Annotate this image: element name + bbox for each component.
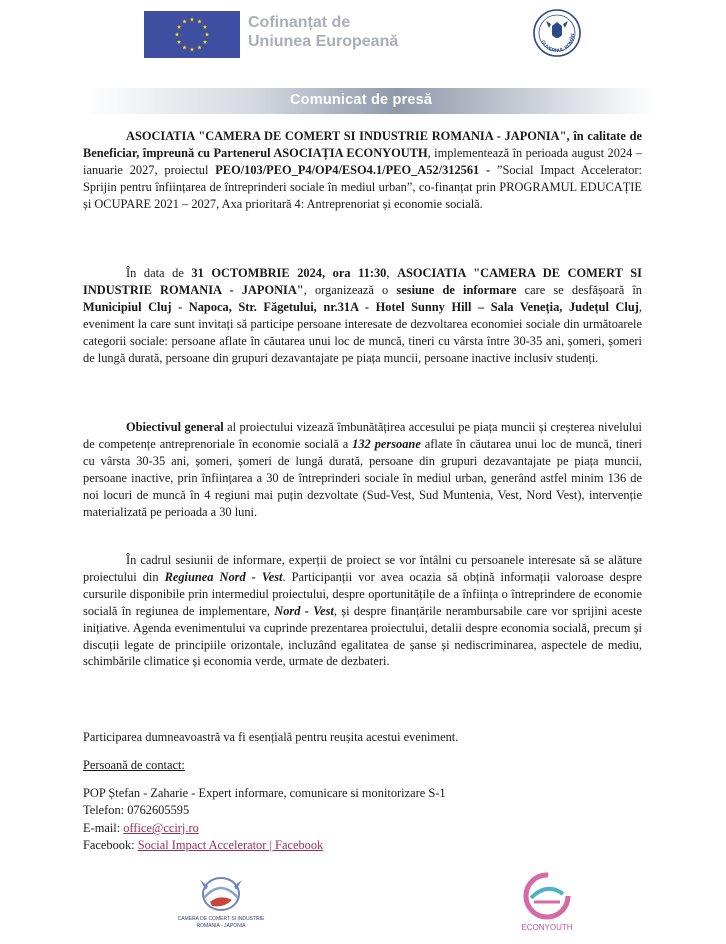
p4-text-3: , și despre finanțările nerambursabile care vor sprijini aceste inițiative. Agenda evenimentului va cuprinde prezentarea proiectului, detalii despre economia socială, precum și discuții legate de principiile orizontale, incluzând egalitatea de șanse și nediscriminarea, aspectele de mediu, schimbările climatice și economia verde, urmate de dezbateri.	[83, 603, 642, 669]
p3-bold-objective: Obiectivul general	[126, 420, 224, 434]
p3-bold-italic-persons: 132 persoane	[352, 436, 421, 451]
contact-heading	[83, 757, 185, 773]
contact-heading-text: Persoană de contact:	[83, 758, 185, 772]
facebook-label: Facebook:	[83, 838, 138, 852]
eu-line2: Uniunea Europeană	[248, 33, 399, 50]
p2-text-3: , organizează o	[303, 282, 397, 297]
p2-bold-organizer: ASOCIATIA "CAMERA DE COMERT SI INDUSTRIE ROMANIA - JAPONIA"	[83, 266, 642, 297]
p2-underline: ,	[638, 299, 642, 314]
p1-text-1: , implementează în perioada august 2024 – ianuarie 2027, proiectul	[83, 145, 642, 177]
eu-star-icon	[190, 17, 194, 21]
p3-text-1: al proiectului vizează îmbunătățirea accesului pe piața muncii și creșterea nivelului de competențe antreprenoriale în economie socială a	[83, 420, 643, 451]
p2-bold-date: 31 OCTOMBRIE 2024, ora 11:30	[191, 266, 387, 280]
p1-bold-beneficiary: ASOCIATIA "CAMERA DE COMERT SI INDUSTRIE ROMANIA - JAPONIA", în calitate de Beneficiar, împreună cu Partenerul ASOCIAȚIA ECONYOUTH	[83, 129, 642, 160]
eu-star-icon	[175, 32, 179, 36]
closing-sentence: Participarea dumneavoastră va fi esențială pentru reușita acestui eveniment.	[83, 730, 459, 744]
contact-facebook-line	[83, 837, 323, 853]
econyouth-logo	[512, 872, 582, 936]
p2-text-4: care se desfășoară în	[516, 282, 642, 297]
eu-star-icon	[205, 32, 209, 36]
p2-text-2: ,	[386, 266, 398, 280]
logo1-line2: ROMANIA - JAPONIA	[196, 923, 246, 929]
p2-text-5: eveniment la care sunt invitați să participe persoane interesate de dezvoltarea economiei sociale din următoarele categorii sociale: persoane aflate în căutarea unui loc de muncă, tineri cu vârsta între 30-35 ani, șomeri, șomeri de lungă durată, persoane din grupuri dezavantajate pe piața muncii, persoane inactive inclusiv studenți.	[83, 316, 642, 365]
eu-star-icon	[203, 40, 207, 44]
contact-name: POP Ștefan - Zaharie - Expert informare, comunicare si monitorizare S-1	[83, 786, 446, 800]
p3-text-2: aflate în căutarea unui loc de muncă, tineri cu vârsta 30-35 ani, șomeri, șomeri de lungă durată, persoane din grupuri dezavantajate pe piața muncii, persoane inactive, prin înființarea a 30 de întreprinderi sociale în mediul urban, generând astfel minim 136 de noi locuri de muncă în 4 regiuni mai puțin dezvoltate (Sud-Vest, Sud Muntenia, Vest, Nord Vest), intervenție materializată pe perioada a 30 luni.	[83, 436, 642, 519]
gov-seal-text: GUVERNUL ROMÂN	[539, 33, 577, 55]
p4-bold-italic-region: Regiunea Nord - Vest	[164, 569, 283, 584]
p4-text-1: În cadrul sesiunii de informare, experții de proiect se vor întâlni cu persoanele interesate să se alăture proiectului din	[83, 553, 642, 584]
banner-title: Comunicat de presă	[290, 92, 433, 108]
p2-bold-session: sesiune de informare	[396, 282, 517, 297]
eu-star-icon	[182, 45, 186, 49]
logo1-line1: CAMERA DE COMERT SI INDUSTRIE	[177, 916, 265, 922]
p4-bold-italic-region-2: Nord - Vest	[274, 603, 334, 618]
email-label: E-mail:	[83, 821, 124, 835]
p1-bold-project-code: PEO/103/PEO_P4/OP4/ESO4.1/PEO_A52/312561 -	[215, 162, 491, 177]
eu-star-icon	[197, 45, 201, 49]
paragraph-session	[83, 552, 642, 670]
paragraph-intro	[83, 128, 642, 213]
p2-text-1: În data de	[126, 266, 192, 280]
eu-star-icon	[190, 47, 194, 51]
paragraph-event	[83, 265, 642, 366]
eu-star-icon	[182, 19, 186, 23]
eu-flag-logo	[144, 11, 240, 58]
romanian-government-seal-icon	[532, 8, 582, 58]
eu-stars-icon	[144, 11, 240, 58]
p1-text-2: ”Social Impact Accelerator: Sprijin pentru înființarea de întreprinderi sociale în mediul urban”, co-finanțat prin PROGRAMUL EDUCAȚIE și OCUPARE 2021 – 2027, Axa prioritară 4: Antreprenoriat și economie socială.	[83, 162, 642, 211]
contact-email-line	[83, 820, 199, 836]
facebook-link[interactable]: Social Impact Accelerator | Facebook	[137, 838, 324, 852]
camera-comert-romania-japonia-logo	[160, 872, 282, 936]
p4-text-2: . Participanții vor avea ocazia să obțină informații valoroase despre cursurile disponibile prin intermediul proiectului, despre oportunitățile de a înființa o întreprindere de economie socială în regiunea de implementare,	[83, 569, 642, 618]
paragraph-objective	[83, 419, 642, 520]
eu-star-icon	[203, 25, 207, 29]
eu-star-icon	[177, 25, 181, 29]
header	[0, 0, 726, 80]
eu-cofinanced-text	[248, 13, 398, 51]
eu-star-icon	[177, 40, 181, 44]
econyouth-text: ECONYOUTH	[521, 923, 573, 932]
contact-phone: Telefon: 0762605595	[83, 803, 190, 817]
eu-line1: Cofinanțat de	[248, 14, 351, 31]
email-link[interactable]: office@ccirj.ro	[123, 821, 199, 835]
eu-star-icon	[197, 19, 201, 23]
p2-bold-location: Municipiul Cluj - Napoca, Str. Făgetului, nr.31A - Hotel Sunny Hill – Sala Veneția, Județul Cluj	[83, 299, 639, 314]
